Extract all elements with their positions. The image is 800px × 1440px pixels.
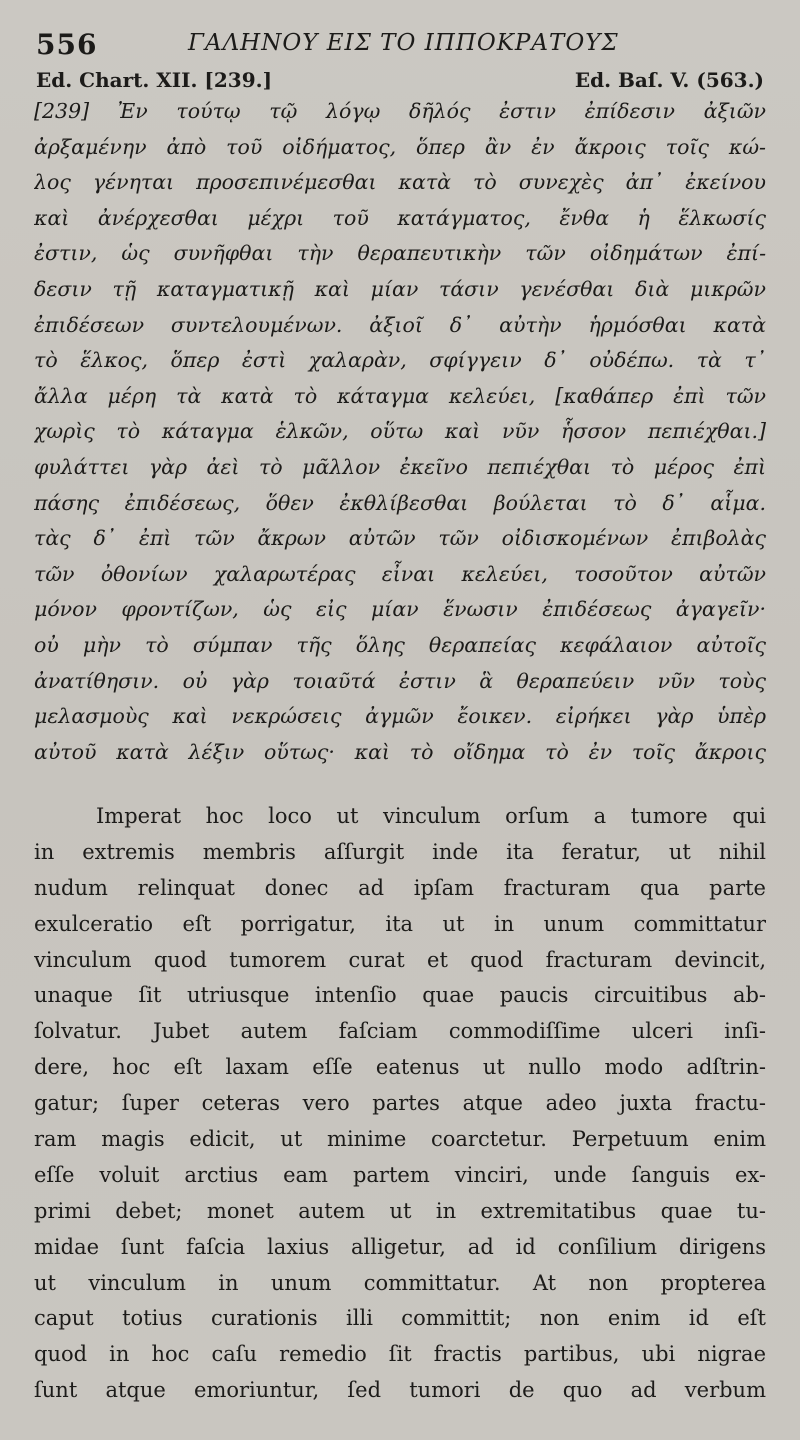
running-title: ΓΑΛΗΝΟΥ ΕΙΣ ΤΟ ΙΠΠΟΚΡΑΤΟΥΣ [188, 30, 619, 56]
latin-line: exulceratio eſt porrigatur, ita ut in unum committatur [34, 911, 766, 936]
page-number: 556 [36, 28, 98, 61]
greek-line: χωρὶς τὸ κάταγμα ἑλκῶν, οὕτω καὶ νῦν ἧσσον πεπιέχθαι.] [34, 419, 766, 444]
latin-line: midae ſunt faſcia laxius alligetur, ad id conſilium dirigens [34, 1234, 766, 1259]
greek-line: καὶ ἀνέρχεσθαι μέχρι τοῦ κατάγματος, ἔνθα ἡ ἕλκωσίς [34, 205, 766, 230]
latin-line: ut vinculum in unum committatur. At non propterea [34, 1270, 766, 1295]
greek-line: ἀρξαμένην ἀπὸ τοῦ οἰδήματος, ὅπερ ἂν ἐν ἄκροις τοῖς κώ- [34, 134, 766, 159]
latin-line: gatur; ſuper ceteras vero partes atque adeo juxta fractu- [34, 1091, 766, 1116]
latin-line: primi debet; monet autem ut in extremitatibus quae tu- [34, 1198, 766, 1223]
greek-line: ἐπιδέσεων συντελουμένων. ἀξιοῖ δ᾽ αὐτὴν ἡρμόσθαι κατὰ [34, 312, 766, 337]
greek-line: τῶν ὀθονίων χαλαρωτέρας εἶναι κελεύει, τοσοῦτον αὐτῶν [34, 561, 766, 586]
latin-line: caput totius curationis illi committit; non enim id eſt [34, 1306, 766, 1331]
greek-line: δεσιν τῇ καταγματικῇ καὶ μίαν τάσιν γενέσθαι διὰ μικρῶν [34, 276, 766, 301]
latin-text-block [34, 799, 766, 1409]
edition-reference-chart: Ed. Chart. XII. [239.] [36, 68, 273, 92]
latin-line: ſunt atque emoriuntur, ſed tumori de quo ad verbum [34, 1378, 766, 1403]
latin-line: vinculum quod tumorem curat et quod fracturam devincit, [34, 947, 766, 972]
latin-line: in extremis membris aſſurgit inde ita feratur, ut nihil [34, 839, 766, 864]
page-header [36, 26, 764, 66]
latin-line: unaque ſit utriusque intenſio quae paucis circuitibus ab- [34, 983, 766, 1008]
greek-line: αὐτοῦ κατὰ λέξιν οὕτως· καὶ τὸ οἴδημα τὸ ἐν τοῖς ἄκροις [34, 739, 766, 764]
latin-line: ſolvatur. Jubet autem faſciam commodiſſime ulceri inſi- [34, 1019, 766, 1044]
greek-line: τὰς δ᾽ ἐπὶ τῶν ἄκρων αὐτῶν τῶν οἰδισκομένων ἐπιβολὰς [34, 526, 766, 551]
edition-reference-bas: Ed. Baſ. V. (563.) [574, 68, 764, 92]
latin-line: Imperat hoc loco ut vinculum orſum a tumore qui [96, 804, 766, 828]
greek-line: ἄλλα μέρη τὰ κατὰ τὸ κάταγμα κελεύει, [καθάπερ ἐπὶ τῶν [34, 383, 766, 408]
greek-line: λος γένηται προσεπινέμεσθαι κατὰ τὸ συνεχὲς ἀπ᾽ ἐκείνου [34, 170, 766, 195]
greek-line: φυλάττει γὰρ ἀεὶ τὸ μᾶλλον ἐκεῖνο πεπιέχθαι τὸ μέρος ἐπὶ [34, 454, 766, 479]
latin-line: nudum relinquat donec ad ipſam fracturam qua parte [34, 875, 766, 900]
greek-line: μόνον φροντίζων, ὡς εἰς μίαν ἕνωσιν ἐπιδέσεως ἀγαγεῖν· [34, 597, 766, 622]
greek-line: ἀνατίθησιν. οὐ γὰρ τοιαῦτά ἐστιν ἃ θεραπεύειν νῦν τοὺς [34, 668, 766, 693]
greek-line: μελασμοὺς καὶ νεκρώσεις ἀγμῶν ἔοικεν. εἰρήκει γὰρ ὑπὲρ [34, 704, 766, 729]
latin-line: dere, hoc eſt laxam eſſe eatenus ut nullo modo adſtrin- [34, 1055, 766, 1080]
latin-line: eſſe voluit arctius eam partem vinciri, unde ſanguis ex- [34, 1162, 766, 1187]
greek-line: [239] Ἐν τούτῳ τῷ λόγῳ δῆλός ἐστιν ἐπίδεσιν ἀξιῶν [34, 99, 766, 123]
latin-line: quod in hoc caſu remedio ſit fractis partibus, ubi nigrae [34, 1342, 766, 1367]
greek-line: τὸ ἕλκος, ὅπερ ἐστὶ χαλαρὰν, σφίγγειν δ᾽ οὐδέπω. τὰ τ᾽ [34, 348, 766, 373]
edition-references [36, 68, 764, 96]
greek-line: πάσης ἐπιδέσεως, ὅθεν ἐκθλίβεσθαι βούλεται τὸ δ᾽ αἷμα. [34, 490, 766, 515]
latin-line: ram magis edicit, ut minime coarctetur. Perpetuum enim [34, 1127, 766, 1152]
greek-text-block [34, 94, 766, 770]
greek-line: οὐ μὴν τὸ σύμπαν τῆς ὅλης θεραπείας κεφάλαιον αὐτοῖς [34, 632, 766, 657]
greek-line: ἐστιν, ὡς συνῆφθαι τὴν θεραπευτικὴν τῶν οἰδημάτων ἐπί- [34, 241, 766, 266]
